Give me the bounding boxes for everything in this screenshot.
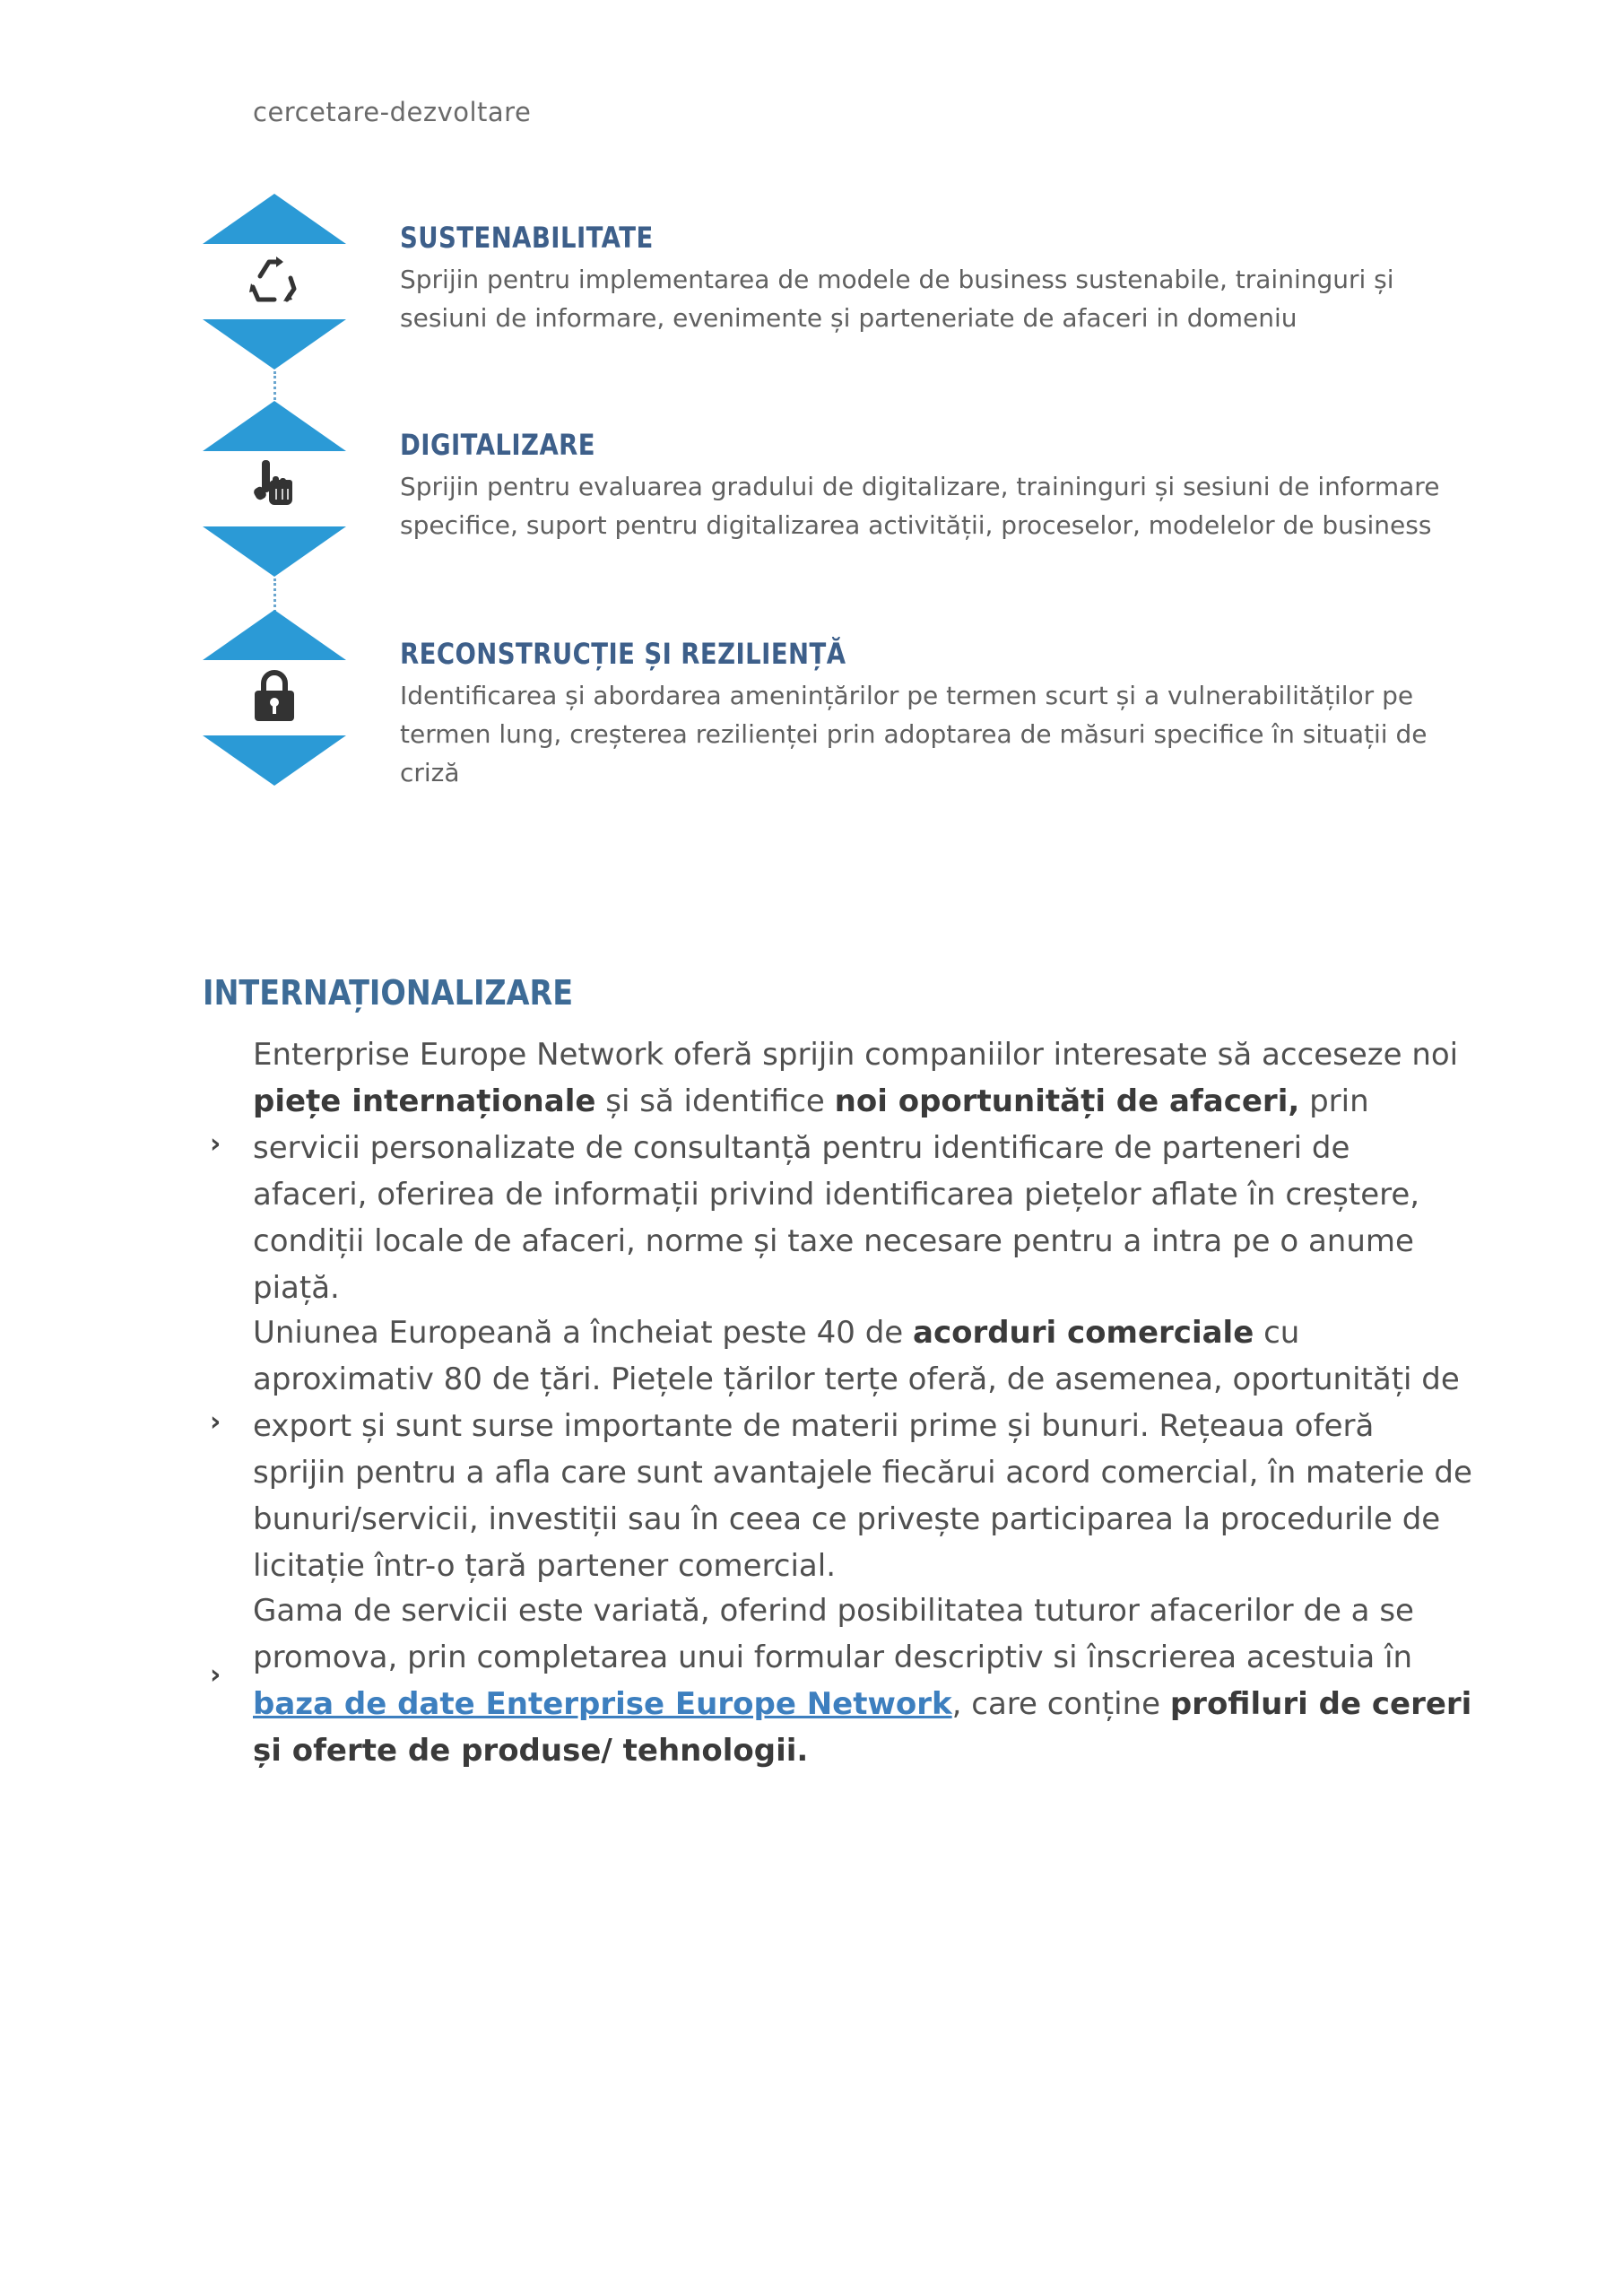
feature-description: Identificarea și abordarea amenințărilor pe termen scurt și a vulnerabilităților pe termen lung, creșterea rezilienței prin adoptarea de măsuri specifice în situații de criză	[400, 681, 1428, 787]
pointing-hand-icon	[252, 460, 292, 505]
section-title: INTERNAȚIONALIZARE	[203, 973, 574, 1013]
feature-reconstructie	[201, 608, 1474, 787]
feature-sustenabilitate	[201, 192, 1474, 371]
paragraph-acorduri: Uniunea Europeană a încheiat peste 40 de acorduri comerciale cu aproximativ 80 de țări. Piețele țărilor terțe oferă, de asemenea, oportunități de export și sunt surse importante de materii prime și bunuri. Rețeaua oferă sprijin pentru a afla care sunt avantajele fiecărui acord comercial, în materie de bunuri/servicii, investiții sau în ceea ce privește participarea la procedurile de licitație într-o țară partener comercial.	[253, 1315, 1472, 1584]
recycle-icon	[249, 257, 294, 301]
paragraph-piete: Enterprise Europe Network oferă sprijin companiilor interesate să acceseze noi piețe internaționale și să identifice noi oportunități de afaceri, prin servicii personalizate de consultanță pentru identificare de parteneri de afaceri, oferirea de informații privind identificarea piețelor aflate în creștere, condiții locale de afaceri, norme și taxe necesare pentru a intra pe o anume piață.	[253, 1037, 1459, 1306]
chevron-right-icon: ›	[210, 1659, 221, 1691]
page-header-text: cercetare-dezvoltare	[253, 97, 532, 127]
feature-title: RECONSTRUCȚIE ȘI REZILIENȚĂ	[400, 637, 846, 671]
paragraph-servicii: Gama de servicii este variată, oferind posibilitatea tuturor afacerilor de a se promova, prin completarea unui formular descriptiv si înscrierea acestuia în baza de date Enterprise Europe Network, care conține profiluri de cereri și oferte de produse/ tehnologii.	[253, 1593, 1472, 1769]
chevron-right-icon: ›	[210, 1128, 221, 1160]
feature-marker	[201, 608, 348, 787]
padlock-icon	[255, 673, 294, 721]
chevron-right-icon: ›	[210, 1406, 221, 1438]
feature-title: SUSTENABILITATE	[400, 221, 654, 255]
feature-description: Sprijin pentru implementarea de modele de business sustenabile, traininguri și sesiuni de informare, evenimente și parteneriate de afaceri in domeniu	[400, 265, 1394, 333]
feature-description: Sprijin pentru evaluarea gradului de digitalizare, traininguri și sesiuni de informare specifice, suport pentru digitalizarea activității, proceselor, modelelor de business	[400, 472, 1440, 540]
baza-de-date-link[interactable]: baza de date Enterprise Europe Network	[253, 1686, 952, 1722]
feature-title: DIGITALIZARE	[400, 428, 596, 462]
feature-digitalizare	[201, 399, 1474, 578]
feature-marker	[201, 399, 348, 578]
feature-marker	[201, 192, 348, 371]
